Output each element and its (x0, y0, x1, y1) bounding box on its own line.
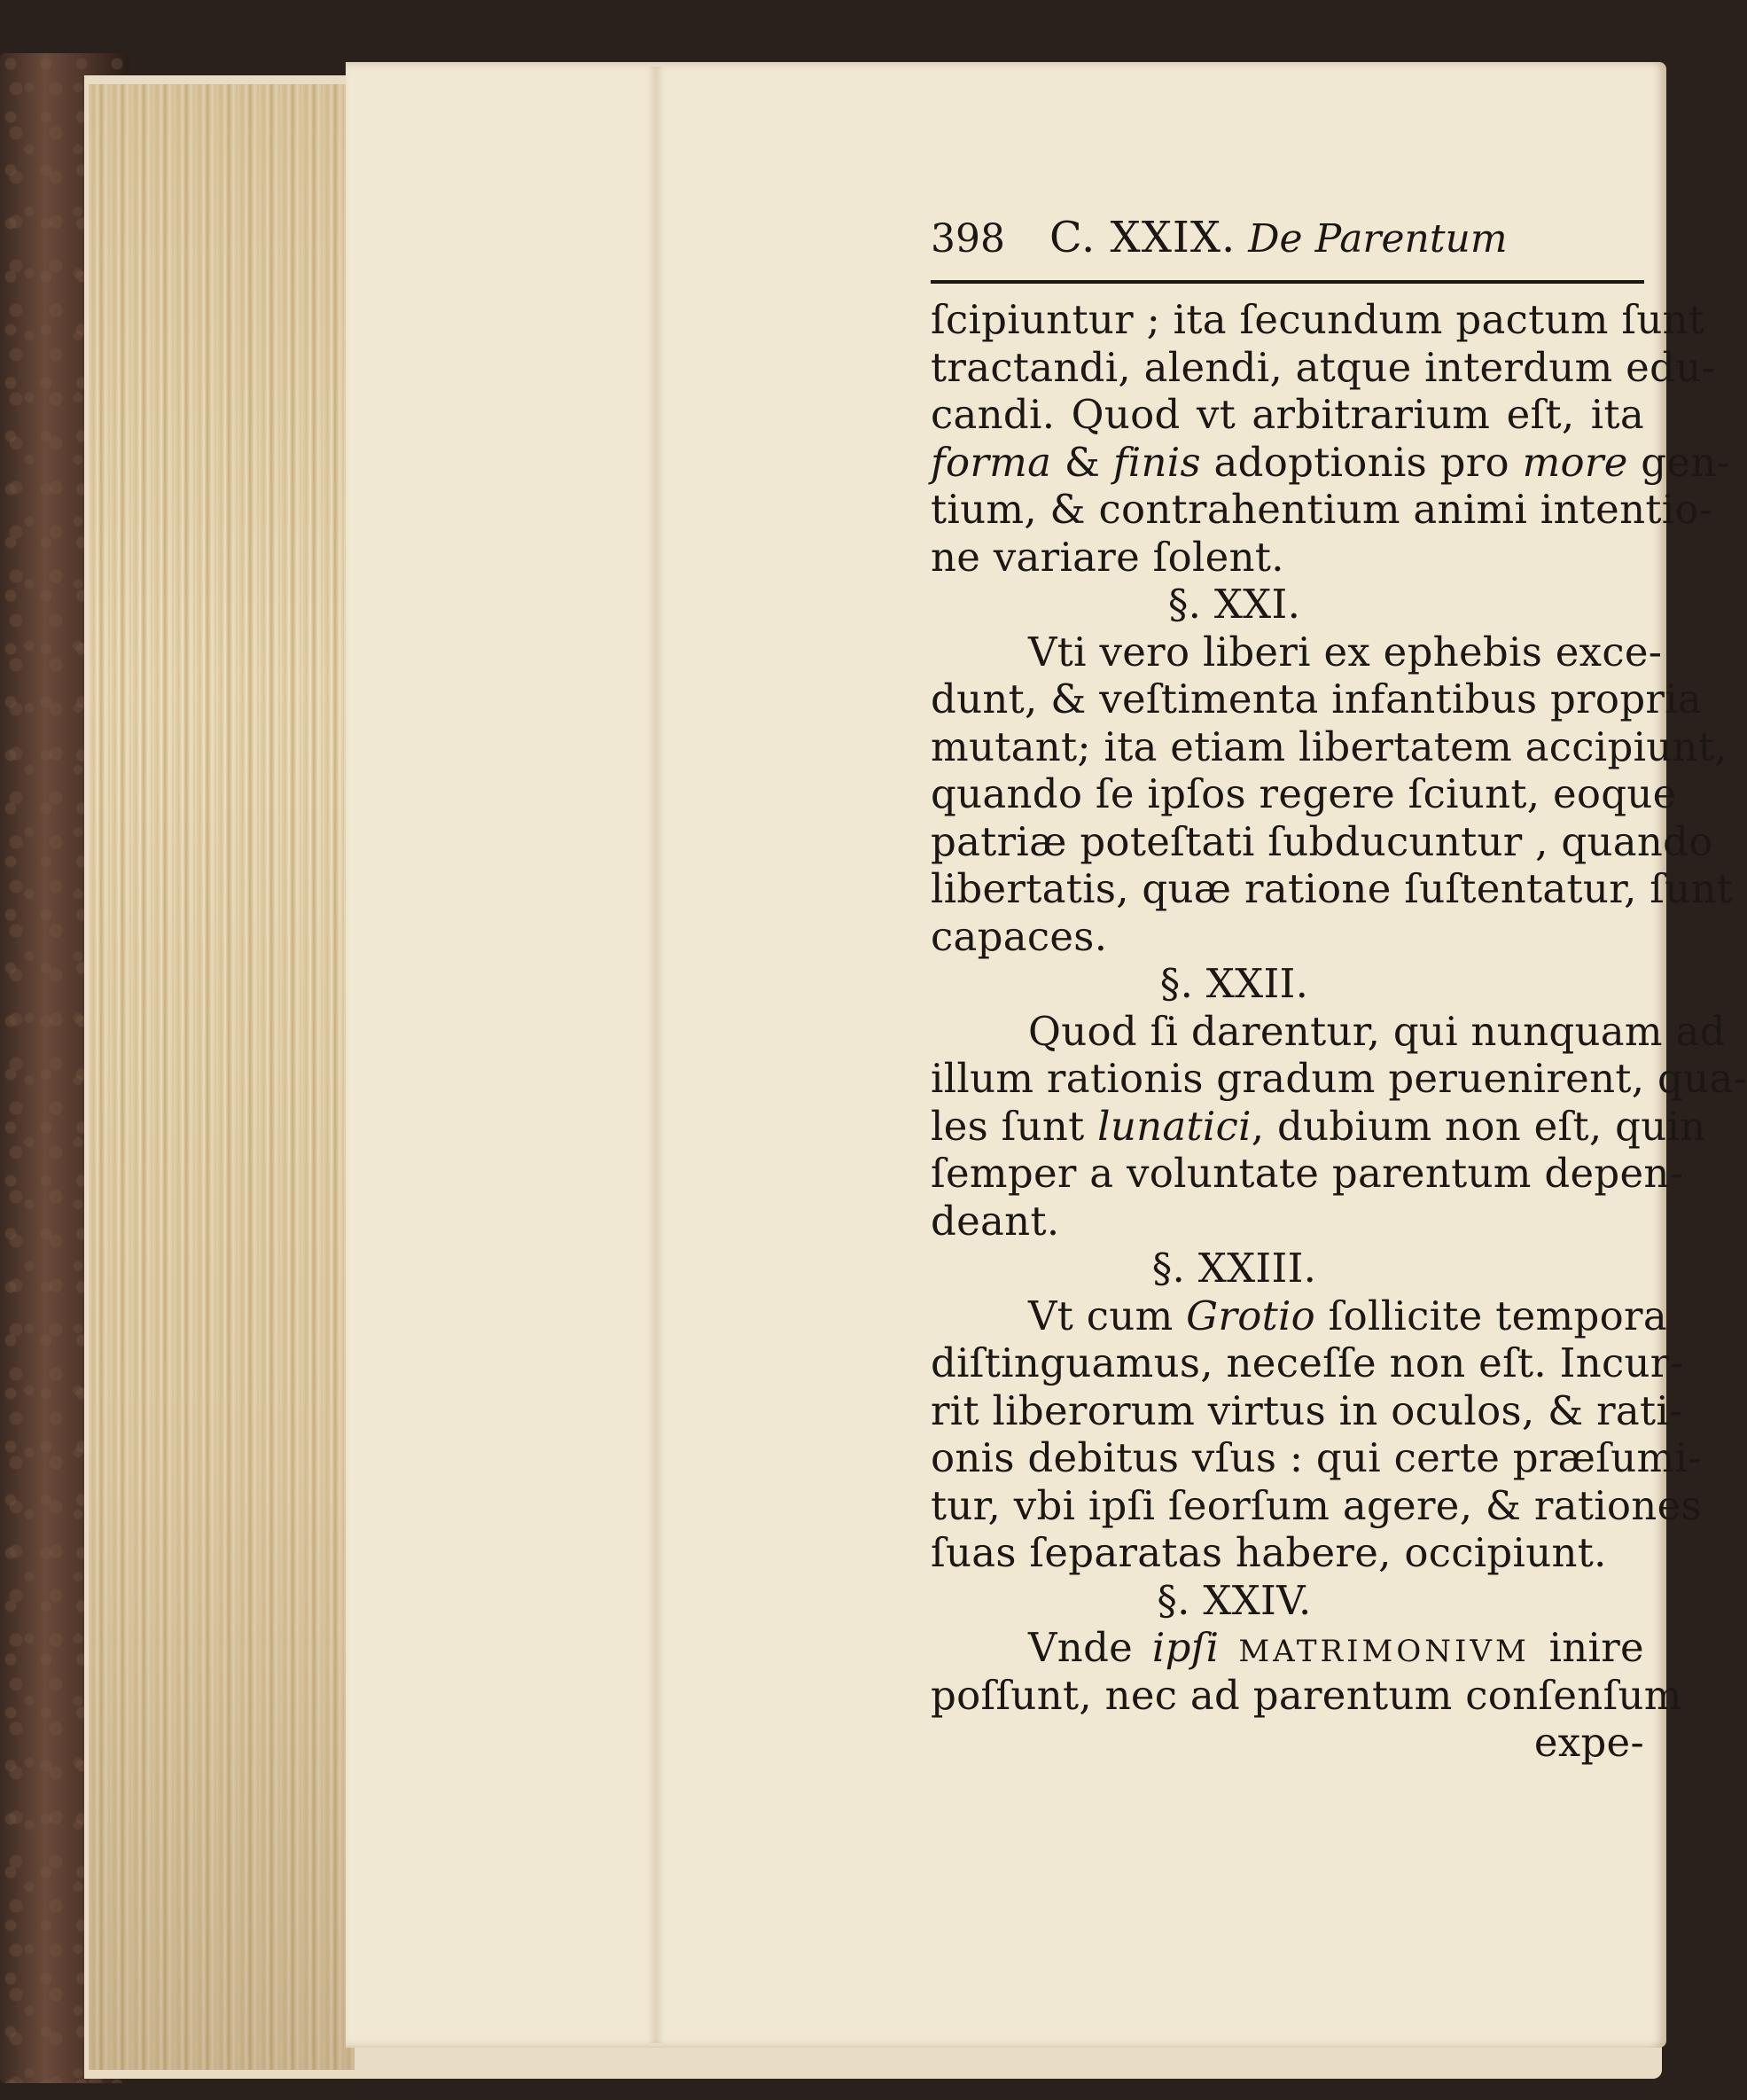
text-line: ne variare ſolent. (931, 533, 1284, 581)
text-span: & (1051, 438, 1113, 486)
text-line: capaces. (931, 912, 1108, 960)
text-line: Vti vero liberi ex ephebis exce- (1028, 628, 1663, 675)
text-span: adoptionis pro (1200, 438, 1523, 486)
section-heading: §. XXII. (1159, 960, 1309, 1007)
page-text (931, 213, 1747, 1767)
italic-word: ipſi (1151, 1624, 1220, 1671)
page-fold (647, 66, 665, 2043)
text-line: tium, & contrahentium animi intentio- (931, 486, 1713, 533)
text-span: les ſunt (931, 1102, 1098, 1150)
text-line: libertatis, quæ ratione ſuſtentatur, ſunt (931, 865, 1734, 912)
section-heading: §. XXI. (1167, 581, 1301, 628)
text-line (931, 1624, 1644, 1672)
text-span: ſollicite tempora (1315, 1292, 1667, 1339)
text-line: deant. (931, 1197, 1060, 1245)
text-line: rit liberorum virtus in oculos, & rati- (931, 1386, 1683, 1434)
header-rule (931, 280, 1644, 284)
text-span: , dubium non eſt, quin (1251, 1102, 1706, 1150)
text-line: candi. Quod vt arbitrarium eſt, ita (931, 391, 1644, 438)
text-line: diſtinguamus, neceſſe non eſt. Incur- (931, 1339, 1684, 1386)
italic-word: lunatici (1097, 1102, 1252, 1150)
text-line (931, 438, 1731, 487)
text-line: poſſunt, nec ad parentum conſenſum (931, 1671, 1682, 1719)
text-line: mutant; ita etiam libertatem accipiunt, (931, 722, 1728, 770)
chapter-heading (1049, 213, 1508, 262)
italic-word: forma (931, 438, 1052, 486)
text-line: ſuas ſeparatas habere, occipiunt. (931, 1529, 1607, 1576)
running-header (931, 213, 1644, 275)
italic-word: Grotio (1186, 1292, 1316, 1339)
text-line (931, 1292, 1667, 1340)
text-line: Quod ſi darentur, qui nunquam ad (1028, 1007, 1726, 1055)
page-number: 398 (931, 216, 1005, 262)
catchword: expe- (1533, 1719, 1644, 1766)
chapter-title: De Parentum (1248, 216, 1508, 262)
text-line: tractandi, alendi, atque interdum edu- (931, 343, 1715, 391)
text-line: patriæ poteſtati ſubducuntur , quando (931, 817, 1713, 865)
text-line: tur, vbi ipſi ſeorſum agere, & rationes (931, 1481, 1702, 1529)
section-heading: §. XXIV. (1157, 1576, 1312, 1624)
text-line: illum rationis gradum peruenirent, qua- (931, 1055, 1747, 1102)
page-edges (89, 84, 355, 2070)
text-line: quando ſe ipſos regere ſciunt, eoque (931, 770, 1677, 817)
text-span: inire (1529, 1624, 1644, 1671)
text-span: Vnde (1028, 1624, 1152, 1671)
italic-word: more (1522, 438, 1628, 486)
section-heading: §. XXIII. (1151, 1245, 1317, 1292)
text-line: dunt, & veſtimenta infantibus propria (931, 675, 1703, 722)
text-span: gen- (1627, 438, 1731, 486)
text-span: Vt cum (1028, 1292, 1187, 1339)
chapter-number: C. XXIX. (1049, 213, 1236, 262)
text-line: ſemper a voluntate parentum depen- (931, 1150, 1684, 1197)
text-line: onis debitus vſus : qui certe præſumi- (931, 1434, 1702, 1481)
text-line (931, 1102, 1706, 1151)
small-caps-word: MATRIMONIVM (1219, 1634, 1530, 1669)
text-line: ſcipiuntur ; ita ſecundum pactum ſunt (931, 296, 1705, 343)
italic-word: finis (1112, 438, 1201, 486)
